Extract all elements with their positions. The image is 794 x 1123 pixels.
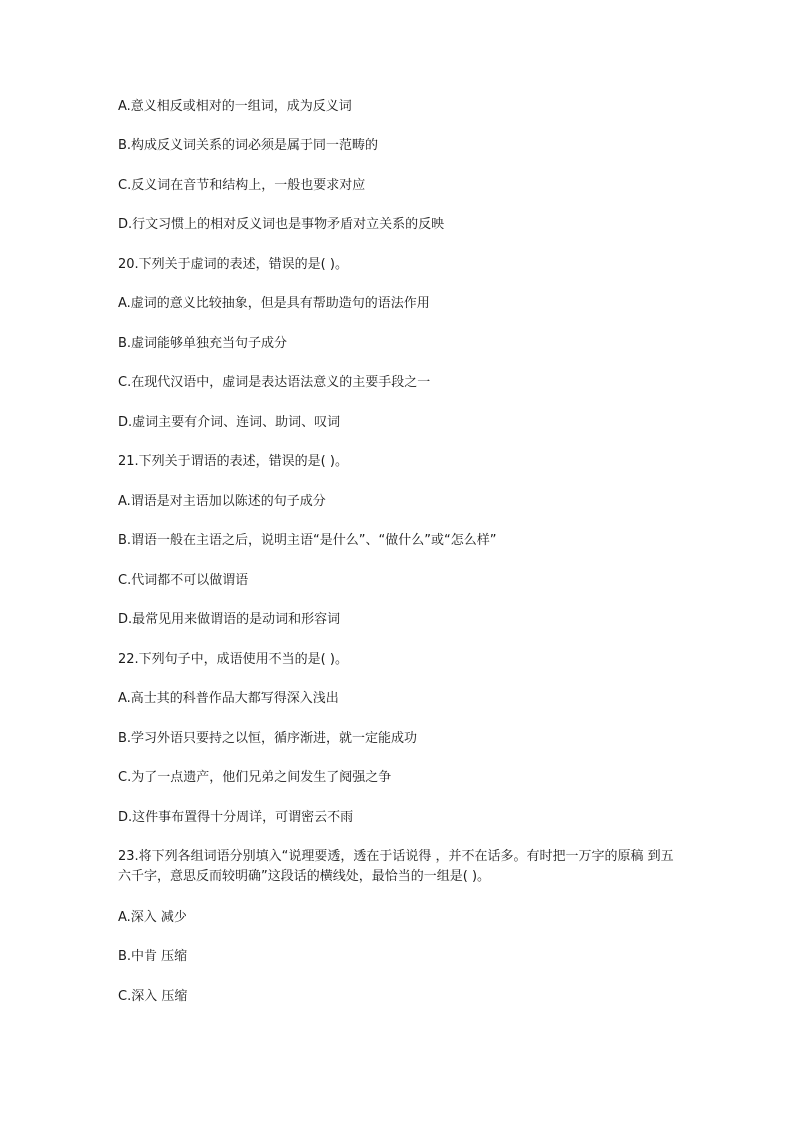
q22-option-a: A.高士其的科普作品大都写得深入浅出 xyxy=(118,691,339,706)
question-20: 20.下列关于虚词的表述，错误的是( )。 xyxy=(118,257,348,272)
q20-option-d: D.虚词主要有介词、连词、助词、叹词 xyxy=(118,415,341,430)
q23-option-a: A.深入 减少 xyxy=(118,910,187,925)
q19-option-d: D.行文习惯上的相对反义词也是事物矛盾对立关系的反映 xyxy=(118,217,445,232)
question-21: 21.下列关于谓语的表述，错误的是( )。 xyxy=(118,454,348,469)
q22-option-c: C.为了一点遗产，他们兄弟之间发生了阋强之争 xyxy=(118,770,392,785)
question-22: 22.下列句子中，成语使用不当的是( )。 xyxy=(118,652,348,667)
q20-option-c: C.在现代汉语中，虚词是表达语法意义的主要手段之一 xyxy=(118,375,431,390)
q23-option-c: C.深入 压缩 xyxy=(118,989,188,1004)
q20-option-b: B.虚词能够单独充当句子成分 xyxy=(118,336,288,351)
q19-option-a: A.意义相反或相对的一组词，成为反义词 xyxy=(118,99,352,114)
q21-option-b: B.谓语一般在主语之后，说明主语“是什么”、“做什么”或“怎么样” xyxy=(118,533,497,548)
q22-option-d: D.这件事布置得十分周详，可谓密云不雨 xyxy=(118,810,354,825)
q21-option-c: C.代词都不可以做谓语 xyxy=(118,573,249,588)
q19-option-b: B.构成反义词关系的词必须是属于同一范畴的 xyxy=(118,138,379,153)
q20-option-a: A.虚词的意义比较抽象，但是具有帮助造句的语法作用 xyxy=(118,296,430,311)
q23-option-b: B.中肯 压缩 xyxy=(118,949,188,964)
q19-option-c: C.反义词在音节和结构上，一般也要求对应 xyxy=(118,178,366,193)
q22-option-b: B.学习外语只要持之以恒，循序渐进，就一定能成功 xyxy=(118,731,418,746)
q21-option-a: A.谓语是对主语加以陈述的句子成分 xyxy=(118,494,326,509)
question-23: 23.将下列各组词语分别填入“说理要透，透在于话说得 ，并不在话多。有时把一万字的原稿 到五六千字，意思反而较明确”这段话的横线处，最恰当的一组是( )。 xyxy=(118,849,674,884)
q21-option-d: D.最常见用来做谓语的是动词和形容词 xyxy=(118,612,341,627)
